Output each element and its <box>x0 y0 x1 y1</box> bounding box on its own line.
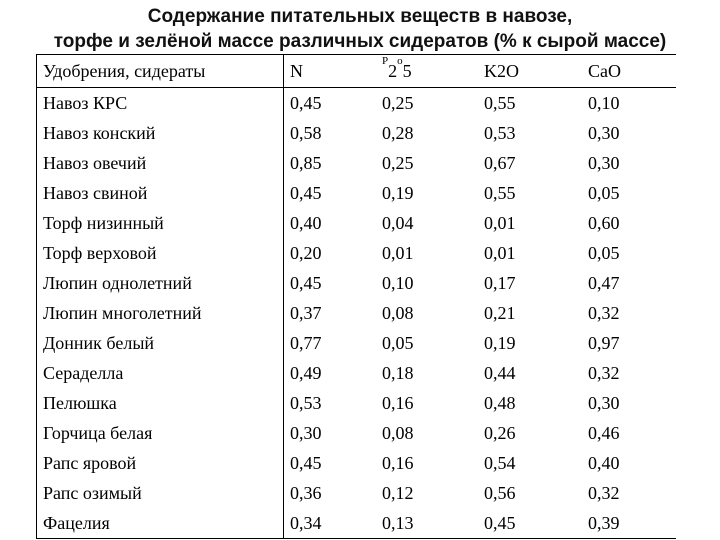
cell-n: 0,49 <box>290 362 322 383</box>
cell-n: 0,45 <box>290 452 322 473</box>
cell-p2o5: 0,16 <box>382 392 414 413</box>
cell-cao: 0,05 <box>588 242 620 263</box>
cell-fertilizer: Люпин многолетний <box>37 298 284 328</box>
cell-p2o5: 0,25 <box>382 92 414 113</box>
cell-k2o: 0,21 <box>484 302 516 323</box>
cell-p2o5: 0,12 <box>382 482 414 503</box>
cell-p2o5: 0,16 <box>382 452 414 473</box>
cell-fertilizer: Люпин однолетний <box>37 268 284 298</box>
cell-n: 0,58 <box>290 122 322 143</box>
cell-fertilizer: Фацелия <box>37 508 284 539</box>
page-title <box>0 4 720 54</box>
table-row <box>37 328 677 358</box>
cell-cao: 0,60 <box>588 212 620 233</box>
cell-k2o: 0,55 <box>484 182 516 203</box>
cell-fertilizer: Пелюшка <box>37 388 284 418</box>
cell-cao: 0,97 <box>588 332 620 353</box>
cell-n: 0,37 <box>290 302 322 323</box>
table-row <box>37 88 677 119</box>
cell-fertilizer: Навоз конский <box>37 118 284 148</box>
cell-cao: 0,47 <box>588 272 620 293</box>
cell-k2o: 0,26 <box>484 422 516 443</box>
cell-k2o: 0,67 <box>484 152 516 173</box>
cell-k2o: 0,01 <box>484 242 516 263</box>
cell-p2o5: 0,19 <box>382 182 414 203</box>
cell-fertilizer: Рапс озимый <box>37 478 284 508</box>
cell-p2o5: 0,28 <box>382 122 414 143</box>
cell-n: 0,34 <box>284 508 377 539</box>
cell-p2o5: 0,18 <box>382 362 414 383</box>
cell-cao: 0,10 <box>588 92 620 113</box>
table-row <box>37 448 677 478</box>
cell-n: 0,45 <box>290 272 322 293</box>
cell-k2o: 0,44 <box>484 362 516 383</box>
cell-n: 0,36 <box>290 482 322 503</box>
header-p-o: o <box>397 54 403 67</box>
header-p-super: P <box>382 54 389 67</box>
cell-p2o5: 0,13 <box>376 508 478 539</box>
cell-n: 0,20 <box>290 242 322 263</box>
table-row <box>37 118 677 148</box>
table-row <box>37 268 677 298</box>
cell-cao: 0,30 <box>588 152 620 173</box>
title-line-1: Содержание питательных веществ в навозе, <box>147 6 573 27</box>
table-header-row <box>37 55 677 88</box>
header-p-2: 2 <box>388 60 398 81</box>
header-fertilizers: Удобрения, сидераты <box>37 55 284 88</box>
cell-p2o5: 0,10 <box>382 272 414 293</box>
cell-k2o: 0,45 <box>478 508 582 539</box>
cell-cao: 0,32 <box>588 302 620 323</box>
table-row <box>37 358 677 388</box>
cell-p2o5: 0,01 <box>382 242 414 263</box>
header-k2o: K2O <box>478 55 582 88</box>
cell-fertilizer: Торф верховой <box>37 238 284 268</box>
table-row <box>37 388 677 418</box>
cell-p2o5: 0,25 <box>382 152 414 173</box>
cell-p2o5: 0,08 <box>382 422 414 443</box>
cell-p2o5: 0,04 <box>382 212 414 233</box>
cell-n: 0,40 <box>290 212 322 233</box>
nutrient-table <box>36 54 676 539</box>
cell-fertilizer: Рапс яровой <box>37 448 284 478</box>
title-line-2: торфе и зелёной массе различных сидератов (% к сырой массе) <box>53 31 667 52</box>
cell-n: 0,85 <box>290 152 322 173</box>
cell-n: 0,30 <box>290 422 322 443</box>
cell-k2o: 0,56 <box>484 482 516 503</box>
cell-p2o5: 0,05 <box>382 332 414 353</box>
cell-k2o: 0,17 <box>484 272 516 293</box>
header-p-5: 5 <box>402 60 412 81</box>
cell-k2o: 0,48 <box>484 392 516 413</box>
cell-cao: 0,32 <box>588 482 620 503</box>
cell-cao: 0,40 <box>588 452 620 473</box>
table-row <box>37 418 677 448</box>
header-n: N <box>284 55 377 88</box>
cell-k2o: 0,01 <box>484 212 516 233</box>
header-cao: CaO <box>582 55 676 88</box>
table-row <box>37 298 677 328</box>
cell-fertilizer: Донник белый <box>37 328 284 358</box>
cell-cao: 0,46 <box>588 422 620 443</box>
cell-fertilizer: Сераделла <box>37 358 284 388</box>
cell-cao: 0,39 <box>582 508 676 539</box>
cell-n: 0,53 <box>290 392 322 413</box>
cell-fertilizer: Навоз КРС <box>37 88 284 119</box>
cell-cao: 0,32 <box>588 362 620 383</box>
cell-n: 0,45 <box>290 182 322 203</box>
cell-k2o: 0,55 <box>484 92 516 113</box>
table-row <box>37 508 677 539</box>
cell-cao: 0,05 <box>588 182 620 203</box>
cell-fertilizer: Торф низинный <box>37 208 284 238</box>
cell-cao: 0,30 <box>588 122 620 143</box>
cell-k2o: 0,54 <box>484 452 516 473</box>
cell-n: 0,45 <box>290 92 322 113</box>
cell-p2o5: 0,08 <box>382 302 414 323</box>
table-row <box>37 478 677 508</box>
cell-k2o: 0,19 <box>484 332 516 353</box>
table-row <box>37 178 677 208</box>
cell-n: 0,77 <box>290 332 322 353</box>
cell-fertilizer: Навоз овечий <box>37 148 284 178</box>
cell-fertilizer: Горчица белая <box>37 418 284 448</box>
cell-k2o: 0,53 <box>484 122 516 143</box>
table-row <box>37 238 677 268</box>
table-row <box>37 148 677 178</box>
cell-cao: 0,30 <box>588 392 620 413</box>
table-row <box>37 208 677 238</box>
table-body <box>37 55 677 539</box>
cell-fertilizer: Навоз свиной <box>37 178 284 208</box>
header-p2o5 <box>376 55 478 88</box>
